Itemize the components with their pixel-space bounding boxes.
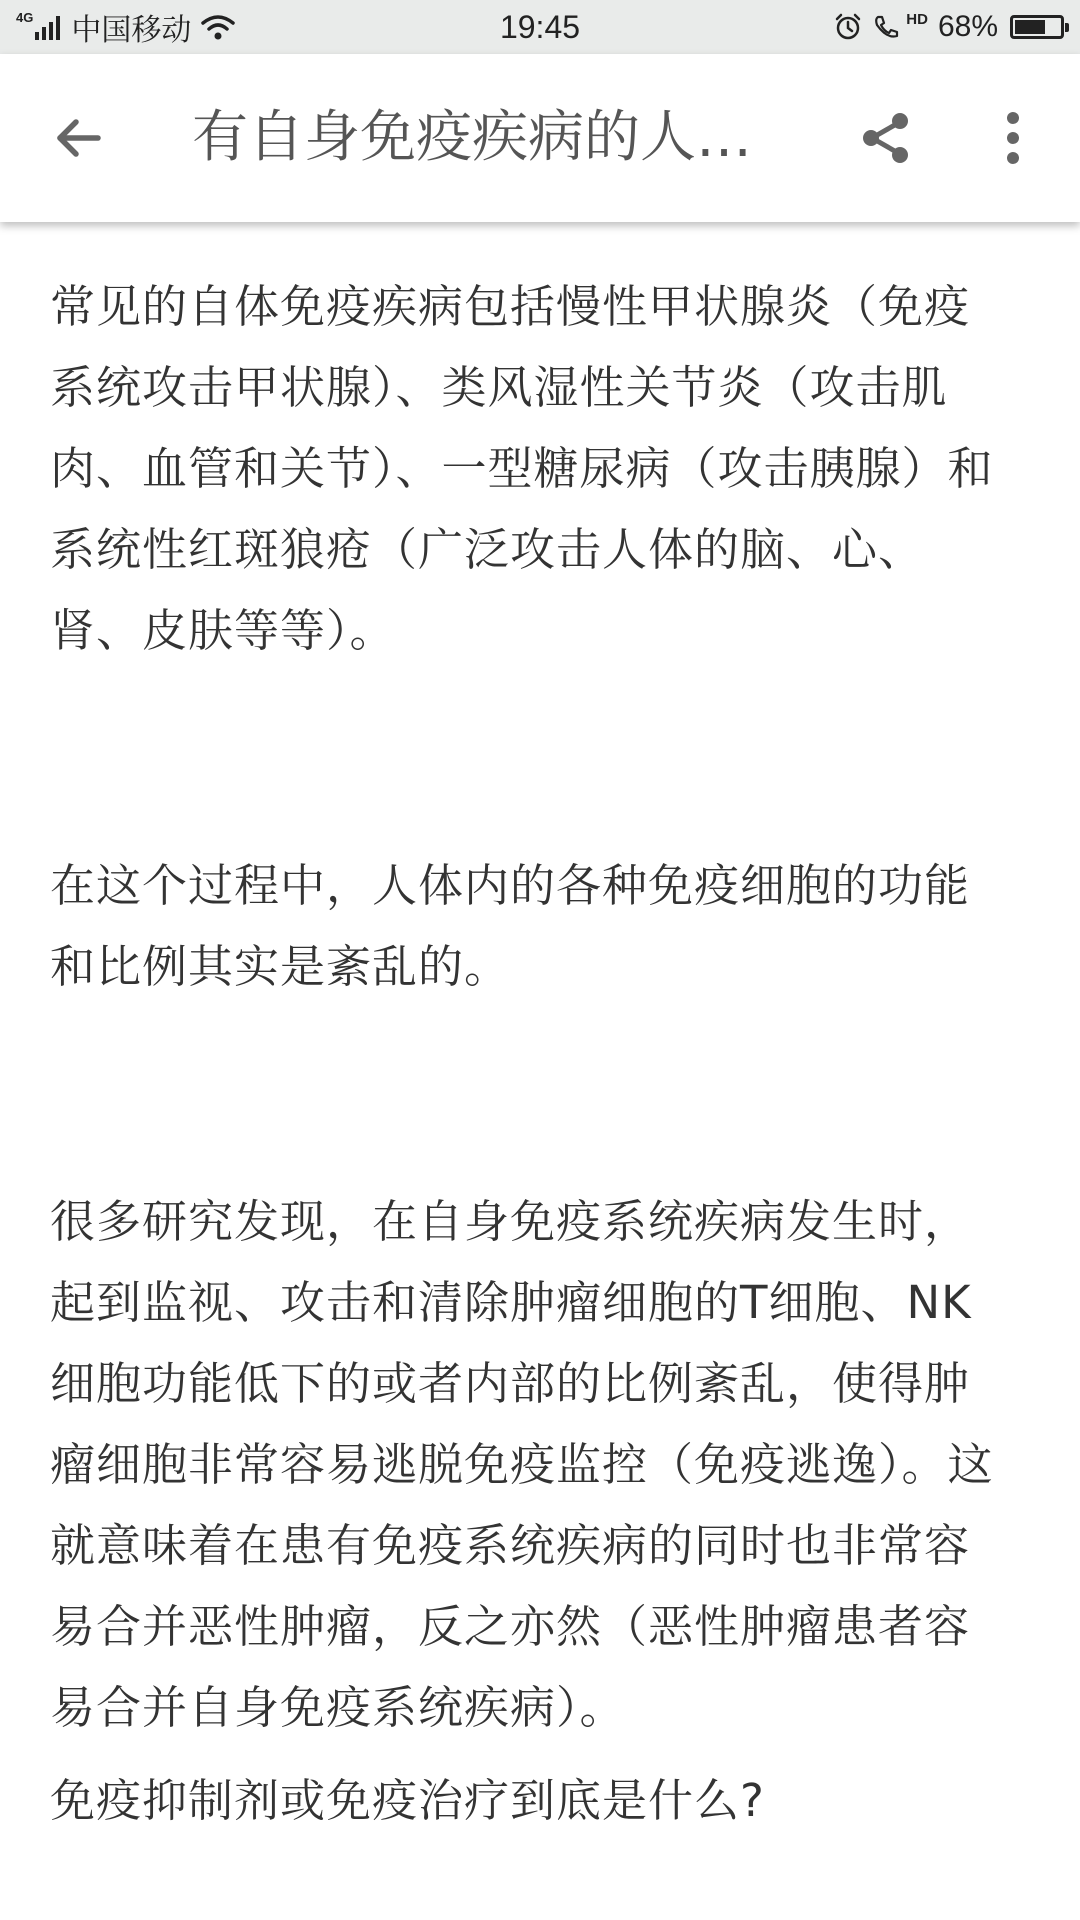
more-options-button[interactable] — [978, 100, 1048, 176]
carrier-name: 中国移动 — [71, 14, 192, 47]
article-paragraph: 常见的自体免疫疾病包括慢性甲状腺炎（免疫系统攻击甲状腺）、类风湿性关节炎（攻击肌肉、血管和关节）、一型糖尿病（攻击胰腺）和系统性红斑狼疮（广泛攻击人体的脑、心、肾、皮肤等等）。 — [50, 280, 994, 657]
status-bar — [0, 0, 1080, 54]
share-icon — [858, 110, 914, 166]
hd-label: HD — [906, 10, 928, 28]
hd-call-icon — [872, 10, 938, 41]
wifi-icon — [201, 13, 235, 41]
article-paragraph: 在这个过程中，人体内的各种免疫细胞的功能和比例其实是紊乱的。 — [50, 859, 971, 993]
alarm-icon — [834, 13, 862, 41]
battery-level-fill — [1015, 20, 1045, 34]
battery-percent: 68% — [937, 10, 998, 43]
signal-icon — [35, 14, 63, 40]
app-toolbar — [0, 54, 1080, 222]
article-body — [50, 222, 1010, 1841]
status-right — [834, 0, 1064, 54]
article-paragraph: 很多研究发现，在自身免疫系统疾病发生时，起到监视、攻击和清除肿瘤细胞的T细胞、NK细胞功能低下的或者内部的比例紊乱，使得肿瘤细胞非常容易逃脱免疫监控（免疫逃逸）。这就意味着在患有免疫系统疾病的同时也非常容易合并恶性肿瘤，反之亦然（恶性肿瘤患者容易合并自身免疫系统疾病）。 — [50, 1195, 994, 1734]
back-arrow-icon — [52, 112, 104, 164]
more-vert-icon — [1005, 110, 1021, 166]
share-button[interactable] — [848, 100, 924, 176]
page-title: 有自身免疫疾病的人… — [192, 106, 752, 170]
article-subheading: 免疫抑制剂或免疫治疗到底是什么? — [50, 1774, 765, 1827]
status-left — [16, 0, 235, 54]
network-type: 4G — [16, 9, 34, 25]
back-button[interactable] — [40, 100, 116, 176]
battery-icon — [1010, 15, 1064, 39]
status-time: 19:45 — [499, 8, 581, 45]
